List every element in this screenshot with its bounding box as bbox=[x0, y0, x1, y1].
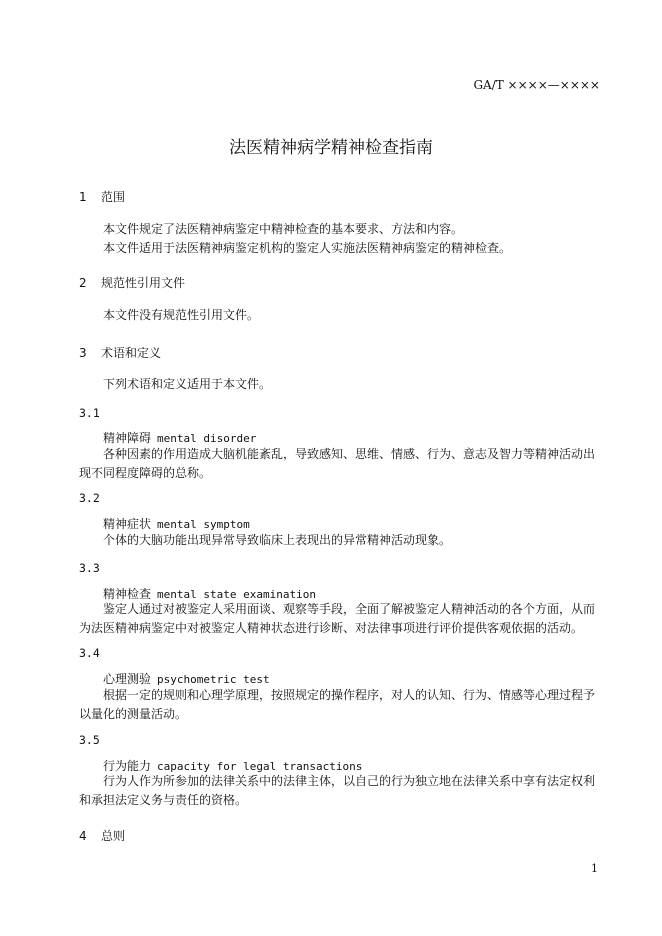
term-entry bbox=[103, 670, 270, 687]
section-heading-scope bbox=[79, 188, 125, 205]
term-en: capacity for legal transactions bbox=[157, 760, 363, 773]
section-heading-general bbox=[79, 827, 125, 844]
term-zh: 行为能力 bbox=[103, 759, 152, 773]
term-en: mental state examination bbox=[157, 588, 316, 601]
section-number: 4 bbox=[79, 829, 87, 843]
term-en: psychometric test bbox=[157, 673, 270, 686]
standard-number: GA/T ××××—×××× bbox=[473, 78, 600, 92]
paragraph: 本文件适用于法医精神病鉴定机构的鉴定人实施法医精神病鉴定的精神检查。 bbox=[103, 241, 512, 255]
section-heading-terms bbox=[79, 344, 161, 361]
term-zh: 精神症状 bbox=[103, 517, 152, 531]
section-number: 2 bbox=[79, 276, 87, 290]
section-title: 术语和定义 bbox=[101, 346, 162, 360]
term-definition: 个体的大脑功能出现异常导致临床上表现出的异常精神活动现象。 bbox=[103, 533, 452, 547]
term-zh: 精神检查 bbox=[103, 587, 152, 601]
term-definition: 各种因素的作用造成大脑机能紊乱，导致感知、思维、情感、行为、意志及智力等精神活动出现不同程度障碍的总称。 bbox=[79, 447, 596, 480]
section-number: 3 bbox=[79, 346, 87, 360]
term-number: 3.1 bbox=[79, 406, 100, 420]
term-en: mental disorder bbox=[157, 432, 257, 445]
paragraph: 本文件规定了法医精神病鉴定中精神检查的基本要求、方法和内容。 bbox=[103, 222, 464, 236]
section-title: 范围 bbox=[101, 190, 126, 204]
term-zh: 心理测验 bbox=[103, 672, 152, 686]
term-definition: 鉴定人通过对被鉴定人采用面谈、观察等手段，全面了解被鉴定人精神活动的各个方面，从而为法医精神病鉴定中对被鉴定人精神状态进行诊断、对法律事项进行评价提供客观依据的活动。 bbox=[79, 602, 596, 635]
term-entry bbox=[103, 429, 256, 446]
section-title: 总则 bbox=[101, 829, 126, 843]
paragraph: 下列术语和定义适用于本文件。 bbox=[103, 377, 272, 391]
page-number: 1 bbox=[591, 862, 598, 875]
term-en: mental symptom bbox=[157, 518, 250, 531]
term-zh: 精神障碍 bbox=[103, 431, 152, 445]
term-definition: 根据一定的规则和心理学原理，按照规定的操作程序，对人的认知、行为、情感等心理过程予以量化的测量活动。 bbox=[79, 688, 596, 721]
term-number: 3.2 bbox=[79, 491, 100, 505]
paragraph: 本文件没有规范性引用文件。 bbox=[103, 308, 260, 322]
term-number: 3.5 bbox=[79, 733, 100, 747]
term-definition: 行为人作为所参加的法律关系中的法律主体，以自己的行为独立地在法律关系中享有法定权利和承担法定义务与责任的资格。 bbox=[79, 774, 596, 807]
section-title: 规范性引用文件 bbox=[101, 276, 186, 290]
section-number: 1 bbox=[79, 190, 87, 204]
document-title: 法医精神病学精神检查指南 bbox=[229, 138, 433, 158]
section-heading-normative-references bbox=[79, 274, 185, 291]
term-number: 3.3 bbox=[79, 561, 100, 575]
term-number: 3.4 bbox=[79, 646, 100, 660]
term-entry bbox=[103, 515, 250, 532]
